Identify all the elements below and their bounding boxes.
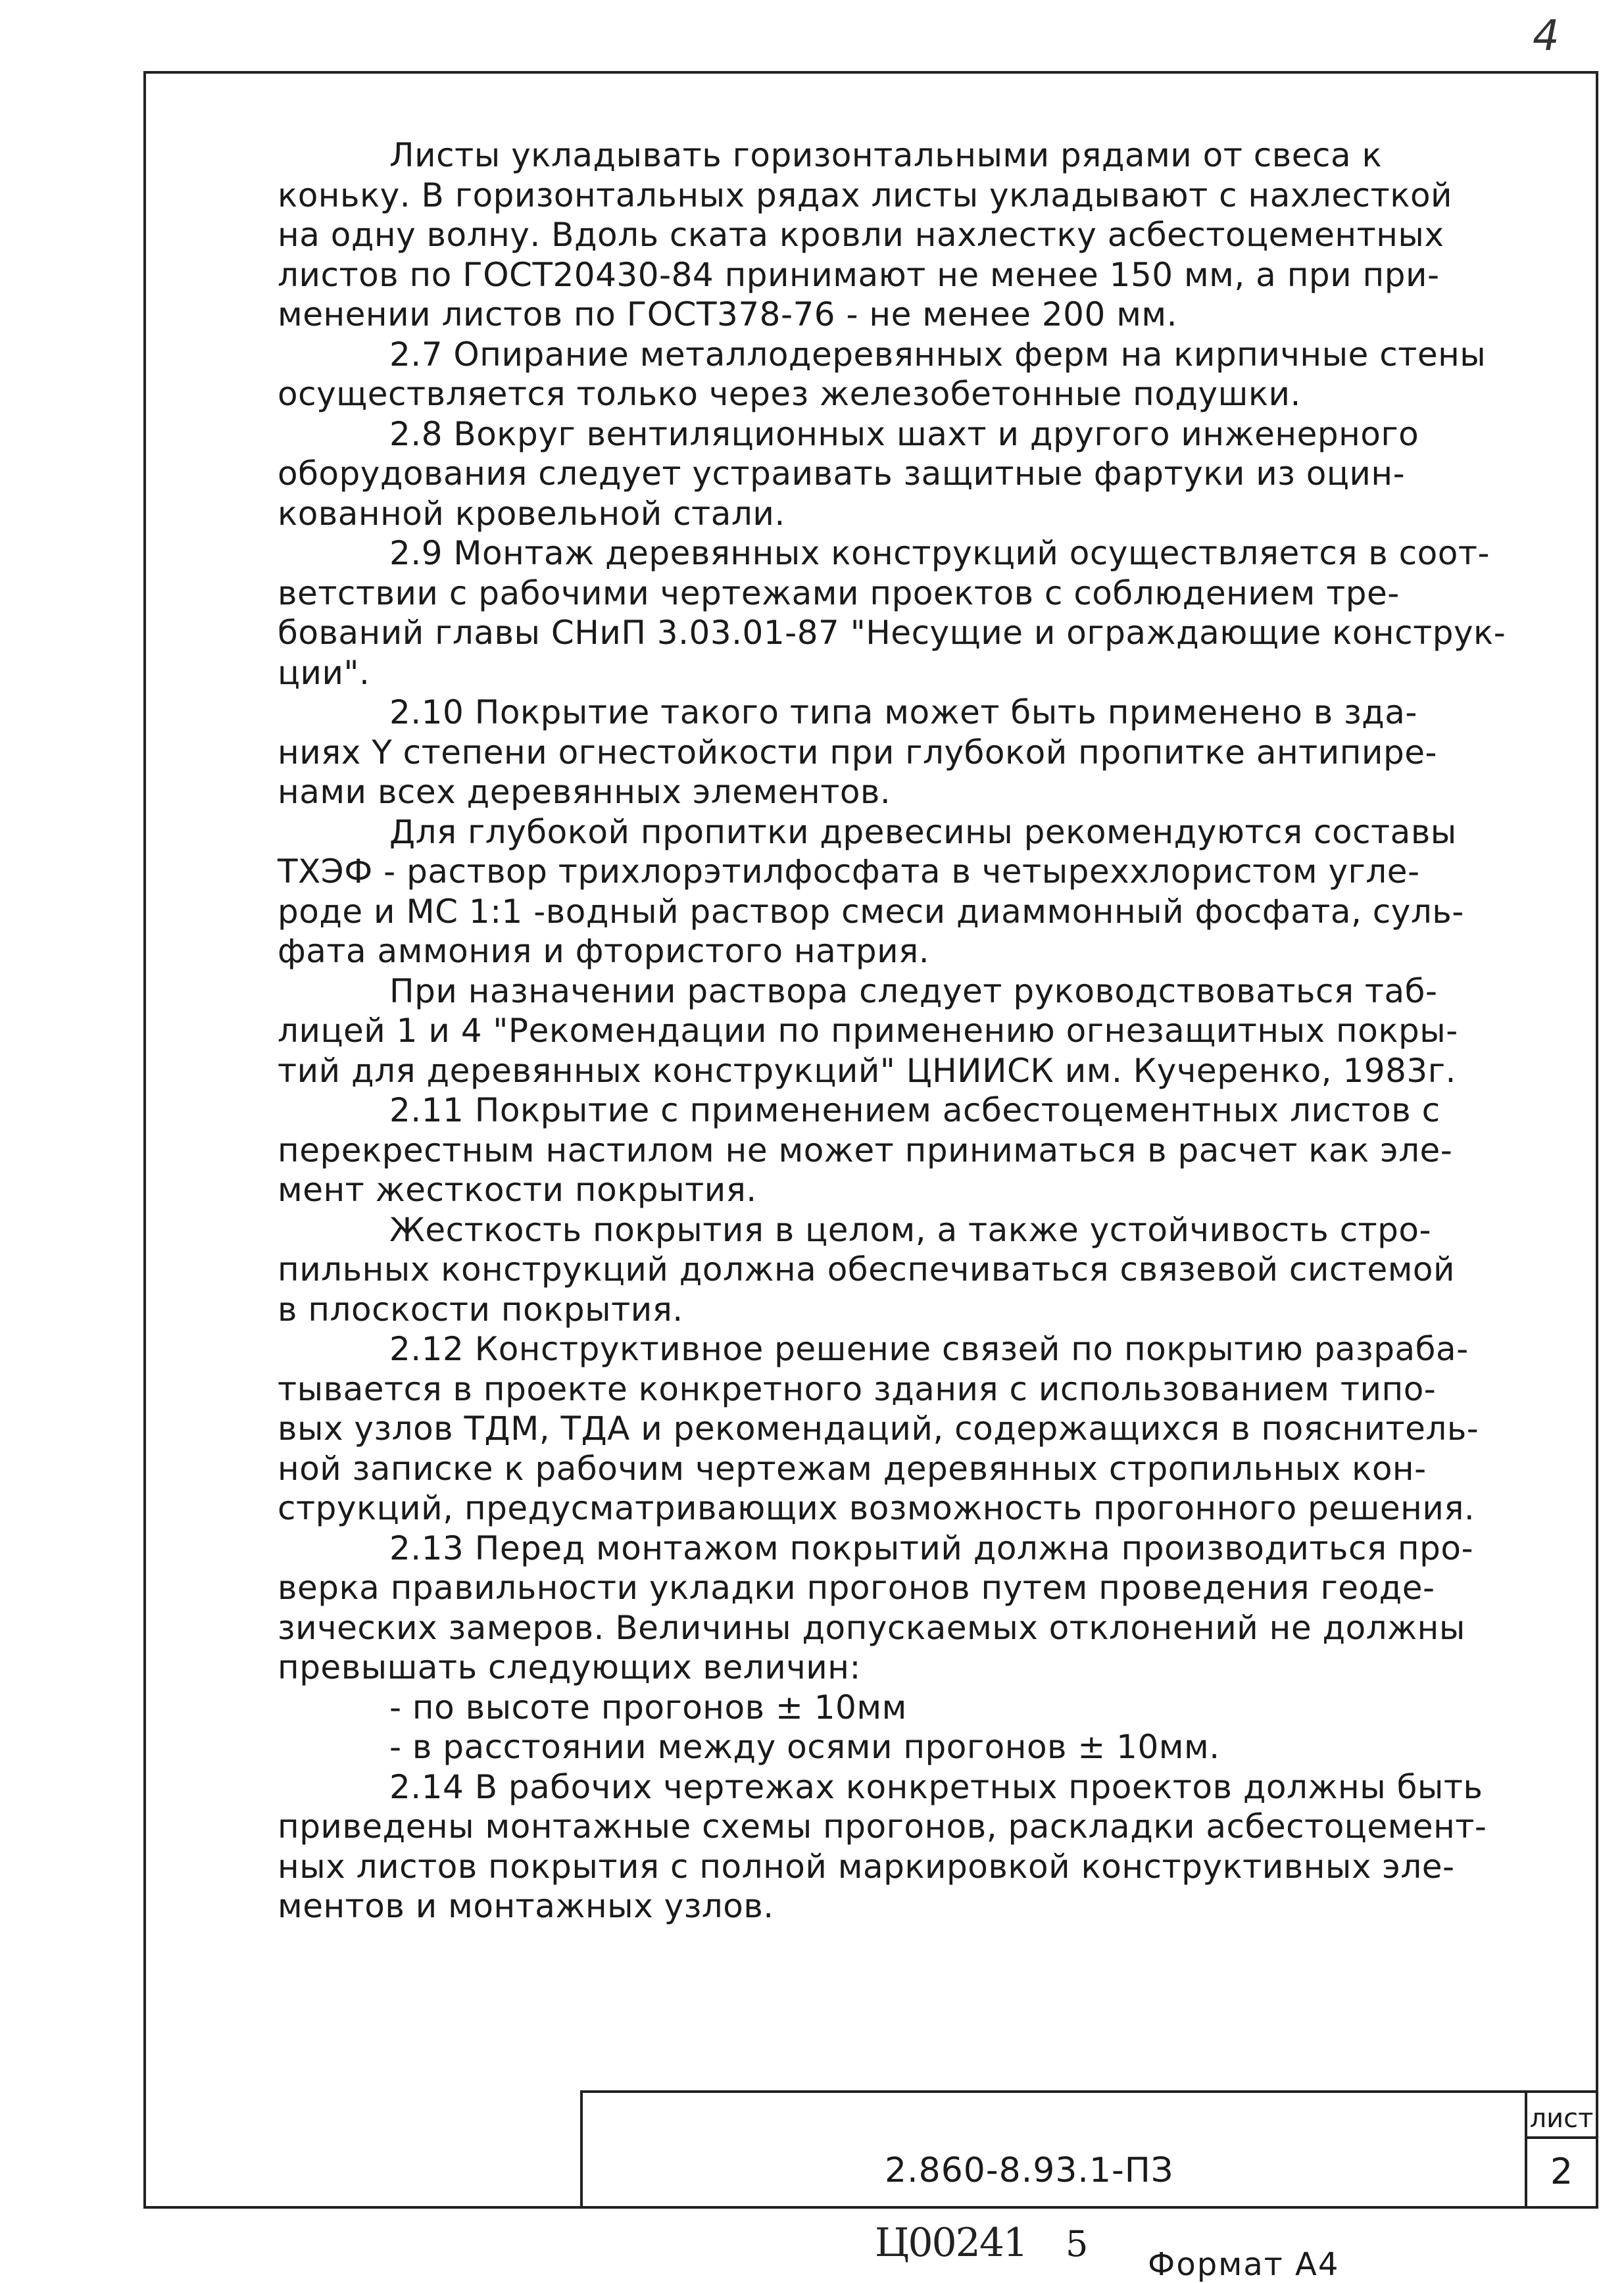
paragraph (278, 1210, 1481, 1330)
paragraph (278, 971, 1481, 1091)
paragraph (278, 1091, 1481, 1210)
text-line: ветствии с рабочими чертежами проектов с соблюдением тре- (278, 574, 1400, 612)
text-line: приведены монтажные схемы прогонов, раскладки асбестоцемент- (278, 1807, 1487, 1846)
text-line: листов по ГОСТ20430-84 принимают не менее 150 мм, а при при- (278, 255, 1440, 294)
archive-stamp: Ц00241 (875, 2220, 1027, 2266)
archive-number: 5 (1066, 2223, 1089, 2265)
paragraph (278, 812, 1481, 971)
text-line: 2.14 В рабочих чертежах конкретных проектов должны быть (389, 1767, 1483, 1806)
text-line: тывается в проекте конкретного здания с использованием типо- (278, 1369, 1437, 1408)
paragraph (278, 135, 1481, 335)
text-line: 2.7 Опирание металлодеревянных ферм на кирпичные стены (389, 335, 1487, 374)
document-body (278, 135, 1506, 1927)
text-line: ментов и монтажных узлов. (278, 1887, 774, 1925)
text-line: ции". (278, 653, 370, 692)
text-line: При назначении раствора следует руководствоваться таб- (389, 971, 1438, 1010)
text-line: нами всех деревянных элементов. (278, 773, 891, 811)
text-line: 2.11 Покрытие с применением асбестоцементных листов с (389, 1091, 1440, 1129)
text-line: вых узлов ТДМ, ТДА и рекомендаций, содержащихся в пояснитель- (278, 1410, 1479, 1448)
sheet-number: 2 (1550, 2151, 1573, 2192)
text-line: ной записке к рабочим чертежам деревянных стропильных кон- (278, 1449, 1427, 1488)
text-line: перекрестным настилом не может приниматься в расчет как эле- (278, 1131, 1453, 1169)
text-line: бований главы СНиП 3.03.01-87 "Несущие и ограждающие конструк- (278, 614, 1506, 652)
text-line: струкций, предусматривающих возможность прогонного решения. (278, 1489, 1475, 1527)
text-line: лицей 1 и 4 "Рекомендации по применению огнезащитных покры- (278, 1012, 1458, 1050)
format-label: Формат А4 (1148, 2246, 1340, 2283)
text-line: тий для деревянных конструкций" ЦНИИСК им. Кучеренко, 1983г. (278, 1051, 1456, 1090)
text-line: оборудования следует устраивать защитные фартуки из оцин- (278, 454, 1406, 493)
title-block (580, 2090, 1598, 2209)
text-line: 2.13 Перед монтажом покрытий должна производиться про- (389, 1529, 1473, 1567)
text-line: ных листов покрытия с полной маркировкой конструктивных эле- (278, 1847, 1455, 1886)
list-item: - по высоте прогонов ± 10мм (389, 1688, 907, 1727)
paragraph (278, 1329, 1481, 1529)
paragraph (278, 533, 1506, 693)
text-line: 2.12 Конструктивное решение связей по покрытию разраба- (389, 1330, 1469, 1368)
text-line: кованной кровельной стали. (278, 494, 785, 533)
text-line: в плоскости покрытия. (278, 1290, 683, 1329)
text-line: пильных конструкций должна обеспечиваться связевой системой (278, 1250, 1456, 1289)
text-line: 2.10 Покрытие такого типа может быть применено в зда- (389, 693, 1417, 731)
paragraph (278, 1529, 1481, 1688)
text-line: менении листов по ГОСТ378-76 - не менее 200 мм. (278, 295, 1178, 333)
sheet-label: лист (1526, 2098, 1597, 2139)
paragraph (278, 414, 1481, 534)
paragraph (278, 693, 1481, 812)
tolerance-list (278, 1688, 1481, 1767)
text-line: мент жесткости покрытия. (278, 1171, 757, 1209)
list-item: - в расстоянии между осями прогонов ± 10мм. (389, 1728, 1220, 1766)
text-line: коньку. В горизонтальных рядах листы укладывают с нахлесткой (278, 176, 1453, 214)
text-line: на одну волну. Вдоль ската кровли нахлестку асбестоцементных (278, 216, 1444, 254)
text-line: ТХЭФ - раствор трихлорэтилфосфата в четыреххлористом угле- (278, 852, 1420, 891)
document-code: 2.860-8.93.1-ПЗ (885, 2151, 1174, 2190)
paragraph (278, 1767, 1487, 1927)
text-line: верка правильности укладки прогонов путем проведения геоде- (278, 1569, 1435, 1607)
text-line: фата аммония и фтористого натрия. (278, 932, 930, 970)
text-line: 2.9 Монтаж деревянных конструкций осуществляется в соот- (389, 534, 1490, 572)
text-line: зических замеров. Величины допускаемых отклонений не должны (278, 1608, 1465, 1647)
text-line: осуществляется только через железобетонные подушки. (278, 375, 1301, 413)
text-line: роде и МС 1:1 -водный раствор смеси диаммонный фосфата, суль- (278, 892, 1464, 931)
text-line: Жесткость покрытия в целом, а также устойчивость стро- (389, 1210, 1432, 1249)
text-line: Для глубокой пропитки древесины рекомендуются составы (389, 812, 1457, 851)
text-line: 2.8 Вокруг вентиляционных шахт и другого инженерного (389, 414, 1419, 453)
text-line: ниях Y степени огнестойкости при глубокой пропитке антипире- (278, 733, 1438, 772)
page-number: 4 (1533, 12, 1560, 61)
text-line: Листы укладывать горизонтальными рядами от свеса к (389, 136, 1383, 174)
paragraph (278, 335, 1487, 414)
text-line: превышать следующих величин: (278, 1648, 861, 1686)
